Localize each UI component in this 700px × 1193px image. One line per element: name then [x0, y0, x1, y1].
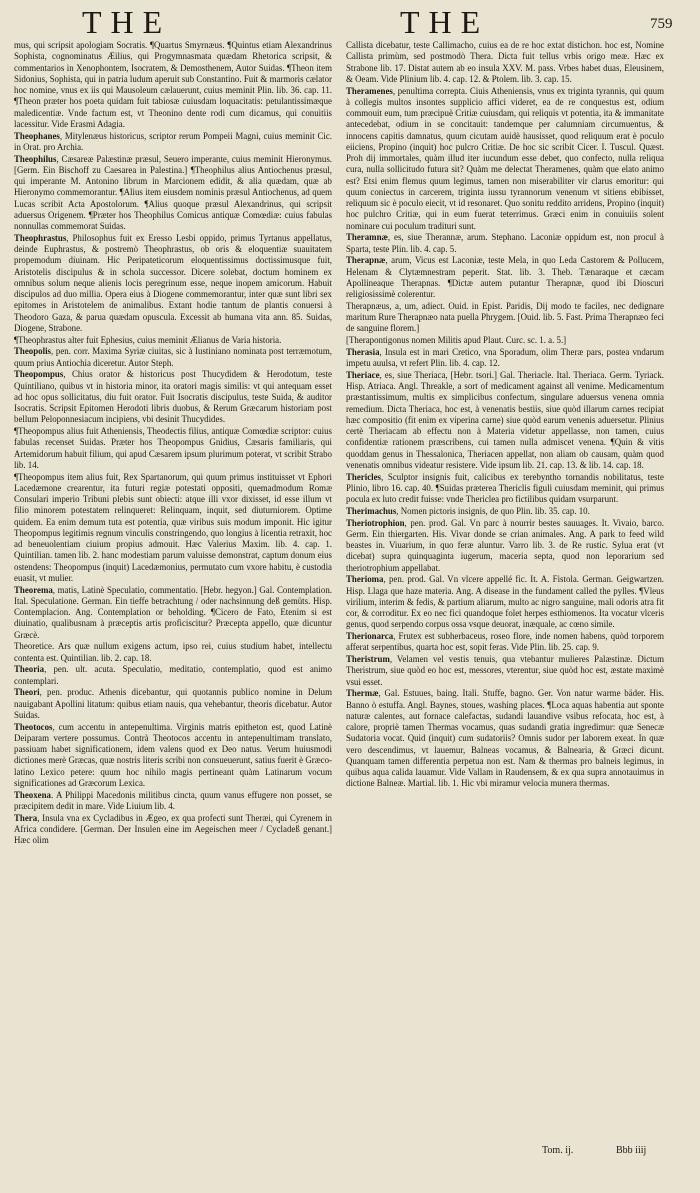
- entry-headword: Theophilus: [14, 153, 57, 164]
- entry-headword: Therioma: [346, 574, 384, 585]
- page-number: 759: [650, 16, 673, 32]
- entry-headword: Thermæ: [346, 688, 379, 699]
- dictionary-entry: [14, 585, 332, 641]
- entry-text: Callista dicebatur, teste Callimacho, cuius ea de re hoc extat distichon. hoc est, Nomine Callista primùm, sed postmodò Thera. Dicta fuit tellus vrbis origo meæ. Hæc ex Strabone lib. 17. Distat autem ab eo insula XXV. M. pass. Vrbes habet duas, Eleusinem, & Oeam. Vide Plinium lib. 4. cap. 12. & Ptolem. lib. 3. cap. 15.: [346, 40, 664, 84]
- dictionary-entry: [346, 370, 664, 471]
- entry-text: , es, siue Therannæ, arum. Stephano. Laconiæ oppidum est, non procul à Sparta, teste Plin. lib. 4. cap. 5.: [346, 232, 664, 254]
- entry-headword: Theori: [14, 687, 40, 698]
- entry-text: , Velamen vel vestis tenuis, qua vtebantur mulieres Palæstinæ. Dictum Theristrum, siue quòd eo hoc est, messores, vterentur, siue quòd hoc est, æstate maximè vsui esset.: [346, 654, 664, 687]
- entry-headword: Theoria: [14, 664, 45, 675]
- dictionary-entry: [346, 86, 664, 232]
- dictionary-entry: [346, 506, 664, 517]
- entry-text: Theoretice. Ars quæ nullum exigens actum, ipso rei, cuius studium habet, intellectu contenta est. Quintilian. lib. 2. cap. 18.: [14, 641, 332, 663]
- dictionary-entry: [346, 631, 664, 654]
- entry-headword: Theopolis: [14, 346, 51, 357]
- entry-headword: Thera: [14, 812, 38, 823]
- entry-text: , es, siue Theriaca, [Hebr. tsori.] Gal. Theriacle. Ital. Theriaca. Germ. Tyriack. Hisp. Atriaca. Angl. Threakle, a sort of medicament against all venime. Medicamentum præstantissimum, multis ex simplicibus confectum, singulare aduersus venena omnia remedium. Dicta Theriaca, hoc est, à venenatis bestiis, siue quòd illarum carnes recipiat hæc compositio (fit enim ex viperina carne) siue quòd earum venenis aduersetur. Plinius certè Theriacam ab effectu non à Materia videtur appellasse, non tamen, cuius confidentiæ rationem præscribens, cui tamen nulla admiscet venena. ¶Quin & vitis quoddam genus in Thessalonica, Theriacen appellat, non aliam ob causam, quàm quod venenatis omnibus videatur resistere. Vide ipsum lib. 21. cap. 13. & lib. 14. cap. 18.: [346, 369, 664, 470]
- right-column: [346, 40, 664, 790]
- dictionary-entry: [14, 335, 332, 346]
- dictionary-entry: [14, 813, 332, 847]
- entry-text: , Chius orator & historicus post Thucydidem & Herodotum, teste Quintiliano, quibus vt in historia minor, ita oratori magis similis: vt qui antequam esset ad hoc opus sollicitatus, diu fuit orator. Fuit Isocratis discipulus, teste Suida, & auditor Isocratis. Scripsit Epitomen Herodoti libris duobus, & Rerum Græcarum historiam post bellum Peloponnesiacum incipiens, vbi desinit Thucydides.: [14, 369, 332, 425]
- entry-headword: Theristrum: [346, 654, 390, 664]
- entry-text: , Mitylenæus historicus, scriptor rerum Pompeii Magni, cuius meminit Cic. in Orat. pro Archia.: [14, 130, 332, 152]
- entry-headword: Thericles: [346, 471, 381, 482]
- signature-mark: Bbb iiij: [616, 1145, 647, 1156]
- entry-text: , pen. produc. Athenis dicebantur, qui quotannis publico nomine in Delum nauigabant Apollini litatum: quibus etiam nauis, qua vehebantur, theoris dicebatur. Autor Suidas.: [14, 687, 332, 720]
- entry-headword: Theramnæ: [346, 232, 388, 243]
- entry-text: , Philosophus fuit ex Eresso Lesbi oppido, primus Tyrtanus appellatus, deinde Euphrastus, & postremò Theophrastus, ob oris & eloquentiæ suauitatem propemodum diuinam. Hic Peripateticorum eloquentissimus doctissimusque fuit, Aristotelis discipulus & in schola successor. Dicere solebat, doctum hominem ex omnibus solum neque alienis locis peregrinum esse, neque inopem amicorum. Habuit discipulos ad duo millia. Opera eius à Diogene commemorantur, inter quæ sunt libri sex epitomes in Aristotelem de animalibus. Extant hodie tantum de plantis conuersi à Theodoro Gaza, & parua quædam opuscula. Excessit ab humana vita ann. 85. Suidas, Diogene, Strabone.: [14, 232, 332, 333]
- tome-label: Tom. ij.: [542, 1145, 574, 1156]
- entry-text: , Sculptor insignis fuit, calicibus ex terebyntho tornandis nobilitatus, teste Plinio, libro 16. cap. 40. ¶Suidas præterea Thericlis figuli cuiusdam meminit, qui primus pocula ex luto credit fuisse: vnde Thericlea pro fictilibus quidam vsurparunt.: [346, 471, 664, 504]
- running-head-right: THE: [400, 4, 490, 40]
- entry-text: , pen. prod. Gal. Vn vlcere appellé fic. It. A. Fistola. German. Geigwartzen. Hisp. Llaga que haze materia. Ang. A disease in the fundament called the pylles. ¶Vleus virilium, interim & fedis, & partium aliarum, multo ac nigro sanguine, mali odoris atra fit cor, & corroditur. Ex eo nec fici quandoque folet herpes esthiomenos. Ita vocatur vlceris genus, quod serpendo corpus ossa vsque deuorat, inæquale, ac cœno simile.: [346, 574, 664, 630]
- entry-text: , Insula vna ex Cycladibus in Ægeo, ex qua profecti sunt Theræi, qui Cyrenem in Africa condidere. [German. Der Insulen eine im Aegeischen meer / Cycladeß genant.] Hæc olim: [14, 812, 332, 845]
- entry-text: , Gal. Estuues, baing. Itali. Stuffe, bagno. Ger. Von natur warme bäder. His. Banno ò estuffa. Angl. Baynes, stoues, washing places. ¶Loca aquas habentia aut sponte naturæ calentes, aut fornace calefactas, sudandi lauandive vsibus refocata, hoc est, à calore, propriè tamen Thermas vocamus, quas sudandi gratia ingredimur: quæ Senecæ Sudatoria vocat. Quid (inquit) cum sudatoriis? Omnis sudor per laborem exeat. In quæ vero descendimus, vt lauemur, Balneas vocamus, & Balnearia, & Græci dicunt. Quanquam tamen differentia perpetua non est. Nam & thermas pro balneis legimus, in quibus aqua calida lauamur. Vide Vallam in Raudensem, & ex qua supra annotauimus in dictione Balneæ. Martial. lib. 1. Hic vbi miramur velocia munera thermas.: [346, 688, 664, 789]
- entry-headword: Therimachus: [346, 505, 397, 516]
- dictionary-entry: [346, 574, 664, 630]
- entry-text: , Frutex est subherbaceus, roseo flore, inde nomen habens, quòd torporem afferat serpentibus, quarta hoc est, sopit feras. Vide Plin. lib. 25. cap. 9.: [346, 631, 664, 653]
- running-head-left: THE: [82, 4, 172, 40]
- entry-text: , Nomen pictoris insignis, de quo Plin. lib. 35. cap. 10.: [396, 505, 590, 516]
- dictionary-entry: [14, 790, 332, 813]
- dictionary-entry: [14, 664, 332, 687]
- entry-text: , matis, Latinè Speculatio, commentatio. [Hebr. hegyon.] Gal. Contemplation. Ital. Speculatione. German. Ein tieffe betrachtung / oder nachsinnung deß gemüts. Hisp. Contemplacion. Ang. Contemplation or beholding. ¶Cicero de Fato, Etenim si est diuinatio, qualibusnam à præceptis artis proficiscitur? Præcepta appello, quæ dicuntur Græcè.: [14, 584, 332, 640]
- entry-headword: Therasia: [346, 346, 380, 357]
- entry-text: , pen. prod. Gal. Vn parc à nourrir bestes sauuages. It. Vivaio, barco. Germ. Ein thiergarten. His. Vivar donde se crian animales. Ang. A park to feed wild beastes in. Viuarium, in quo feræ aluntur. Varro lib. 3. de Re rustic. Sylua erat (vt dicebat) supra quinquaginta iugerum, maceria septa, quod non leporarium sed theriotrophium appellabat.: [346, 517, 664, 573]
- entry-headword: Theophrastus: [14, 232, 67, 243]
- entry-headword: Theotocos: [14, 721, 53, 732]
- entry-text: [Therapontigonus nomen Militis apud Plaut. Curc. sc. 1. a. 5.]: [346, 335, 567, 345]
- entry-text: . A Philippi Macedonis militibus cincta, quum vanus effugere non posset, se præcipitem dedit in mare. Vide Liuium lib. 4.: [14, 789, 332, 811]
- entry-text: mus, qui scripsit apologiam Socratis. ¶Quartus Smyrnæus. ¶Quintus etiam Alexandrinus Sophista, cognominatus Æilius, qui Progymnasmata quædam Rhetorica scripsit, & commentarios in Xenophontem, Isocratem, & Demosthenem, Autor Suidas. ¶Theon item Sidonius, Sophista, qui in patria ludum aperuit sub Constantino. Fuit & marmoris cælator hoc nomine, vnus ex iis qui Mausoleum cælauerunt, cuius meminit Plin. lib. 36. cap. 11. ¶Theon præter hos poeta quidam fuit tabiosæ cuiusdam loquacitatis: petulantissimæque maledicentiæ. Vnde factum est, vt Theonino dente rodi cum dicamus, qui conuitiis lacessitur. Vide Erasmi Adagia.: [14, 40, 332, 129]
- dictionary-entry: [346, 518, 664, 574]
- dictionary-entry: [346, 472, 664, 506]
- dictionary-entry: [346, 654, 664, 688]
- dictionary-entry: [14, 641, 332, 664]
- entry-text: , pen. corr. Maxima Syriæ ciuitas, sic à Iustiniano nominata post terræmotum, quum prius Antiochia diceretur. Autor Steph.: [14, 346, 332, 368]
- entry-text: , Insula est in mari Cretico, vna Sporadum, olim Theræ pars, postea vndarum impetu auulsa, vt refert Plin. lib. 4. cap. 12.: [346, 346, 664, 368]
- page-footer: [0, 1145, 700, 1165]
- entry-text: ¶Theopompus alius fuit Atheniensis, Theodectis filius, antiquæ Comœdiæ scriptor: cuius fabulas recenset Suidas. Præter hos Theopompus Gnidius, Cæsaris familiaris, qui Artemidorum habuit filium, qui apud Cæsarem ipsum plurimum poterat, vt scribit Strabo lib. 14.: [14, 426, 332, 470]
- entry-text: , cum accentu in antepenultima. Virginis matris epitheton est, quod Latinè Deiparam vertere possumus. Contrà Theotocos accentu in antepenultimam translato, passiuam habet significationem, idem valens quod ex Deo natus. Verum huiusmodi dictiones merè Græcas, quæ nostris literis scribi non consueuerunt, satius fuerit è Græco-latino Lexico petere: quum hoc nihilo magis pertineant quàm Latinarum vocum significationes ad Græcorum Lexica.: [14, 721, 332, 788]
- entry-headword: Theramenes: [346, 85, 393, 96]
- dictionary-entry: [346, 255, 664, 300]
- entry-headword: Theriotrophion: [346, 517, 405, 528]
- entry-text: ¶Theophrastus alter fuit Ephesius, cuius meminit Ælianus de Varia historia.: [14, 334, 282, 345]
- dictionary-entry: [14, 40, 332, 130]
- dictionary-entry: [346, 40, 664, 85]
- left-column: [14, 40, 332, 847]
- dictionary-entry: [346, 232, 664, 255]
- dictionary-entry: [14, 426, 332, 471]
- dictionary-entry: [346, 688, 664, 789]
- entry-headword: Theorema: [14, 584, 53, 595]
- entry-text: , Cæsareæ Palæstinæ præsul, Seuero imperante, cuius meminit Hieronymus. [Germ. Ein Bischoff zu Caesarea in Palestina.] ¶Theophilus alius Antiochenus præsul, qui imperante M. Antonino librum in Marcionem edidit, & alia quædam, quæ ab Hieronymo commemorantur. ¶Alius item eiusdem nominis præsul Antiochenus, ad quem Lucas scribit Acta Apostolorum. ¶Alius quoque præsul Alexandrinus, qui scripsit aduersus Origenem. ¶Præter hos Theophilus Comicus antiquæ Comœdiæ: cuius fabulas nonnullas commemorat Suidas.: [14, 153, 332, 231]
- entry-headword: Therionarca: [346, 631, 394, 641]
- dictionary-entry: [14, 687, 332, 721]
- entry-headword: Therapnæ: [346, 255, 386, 266]
- dictionary-entry: [14, 233, 332, 334]
- entry-text: , penultima correpta. Ciuis Atheniensis, vnus ex triginta tyrannis, qui quum à collegis multos insontes supplicio affici videret, ea de re conquestus est, odium commouit eum, tum præcipuè Critiæ cuiusdam, qui reliquis vt potentia, ita & immanitate antecedebat, odium in se concitauit: tandemque per calumniam circumuentus, & innocens capitis damnatus, quum cicutam auidè hausisset, quod reliquum erat è poculo eiiciens, Propino (inquit) hoc pulcro Critiæ. De hoc sic scribit Cicer. I. Tuscul. Quæst. Proh dij immortales, quàm illud iter iucundum esse debet, quo confecto, nulla reliqua cura, nulla sollicitudo futura sit? Quàm me delectat Theramenes, quàm que elato animo est? Etsi enim flemus quum legimus, tamen non miserabiliter vir clarus emoritur: qui quum coniectus in carcerem, triginta iussu tyrannorum venenum vt sitiens ebibisset, reliquum sic è poculo eiecit, vt id resonaret. Quo sonitu reddito arridens, Propino (inquit) hoc pulchro Critiæ, qui in eum fuerat teterrimus. Græci enim in conuiuiis solent nominare cui poculum tradituri sunt.: [346, 85, 664, 231]
- entry-headword: Theophanes: [14, 130, 60, 141]
- entry-text: , arum, Vicus est Laconiæ, teste Mela, in quo Leda Castorem & Pollucem, Helenam & Clytæmnestram peperit. Stat. lib. 3. Theb. Tænaraque et cæcam Apollineaque Therapnas. ¶Dictæ autem putantur Therapnæ, quod ibi Dioscuri religiosissimè colerentur.: [346, 255, 664, 299]
- entry-text: Therapnæus, a, um, adiect. Ouid. in Epist. Paridis, Dij modo te faciles, nec dedignare maritum Rure Therapnæo nata puella Phrygem. [Ouid. lib. 5. Fast. Prima Therapnæo feci de sanguine florem.]: [346, 300, 664, 334]
- entry-headword: Theoxena: [14, 789, 51, 800]
- dictionary-entry: [346, 301, 664, 335]
- dictionary-entry: [14, 722, 332, 790]
- dictionary-entry: [346, 335, 664, 346]
- dictionary-entry: [14, 131, 332, 154]
- dictionary-entry: [14, 369, 332, 425]
- entry-headword: Theriace: [346, 369, 380, 380]
- entry-headword: Theopompus: [14, 369, 64, 380]
- dictionary-entry: [346, 347, 664, 370]
- dictionary-entry: [14, 154, 332, 233]
- entry-text: ¶Theopompus item alius fuit, Rex Spartanorum, qui quum primus instituisset vt Ephori Lacedæmone crearentur, ita futuri regiæ potestati oppositi, quemadmodum Romæ Consulari imperio Tribuni plebis sunt obiecti: atque illi vxor dixisset, id esse illum vt filio minorem potestatem relinqueret: Relinquam, inquit, sed diuturniorem. Optime quidem. Ea enim demum tuta est potentia, quæ viribus suis modum imponit. Hic igitur Theopompus legitimis regnum vinculis constringendo, quo longius à licentia retraxit, hoc ad beneuolentiam ciuium propius admouit. Hæc Valerius Maxim. lib. 4. cap. 1. Quintilian. tamen lib. 2. hanc modestiam parum valuisse demonstrat, captum donum eius ostendens: Theopompus (inquit) Lacedæmonius, permutato cum vxore habitu, è custodia euasit, vt mulier.: [14, 471, 332, 583]
- entry-text: , pen. ult. acuta. Speculatio, meditatio, contemplatio, quod est animo contemplari.: [14, 664, 332, 686]
- dictionary-entry: [14, 472, 332, 585]
- dictionary-entry: [14, 346, 332, 369]
